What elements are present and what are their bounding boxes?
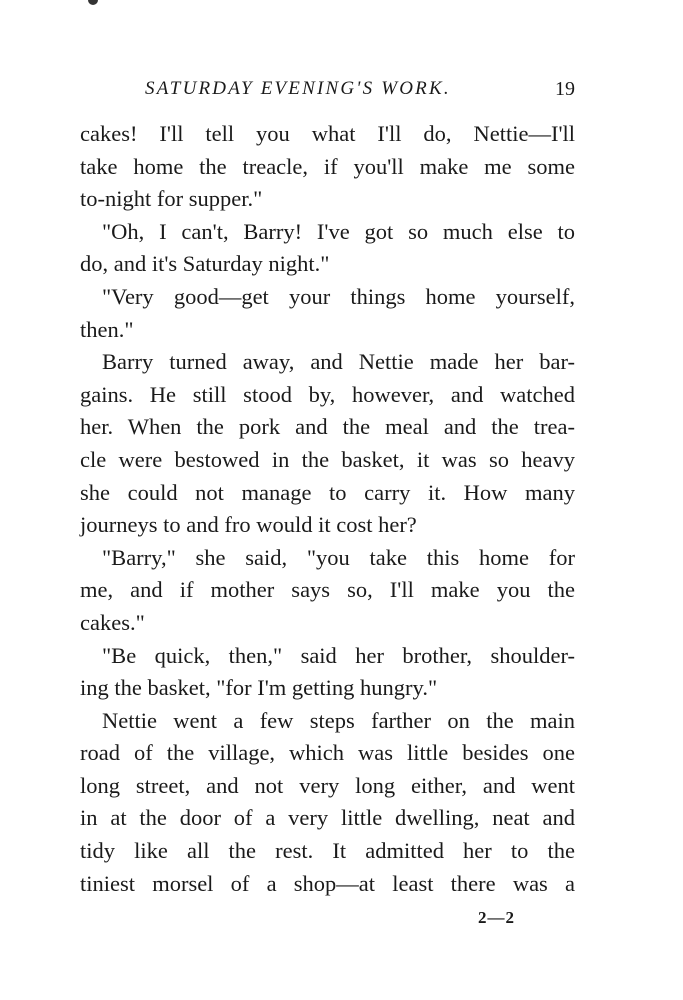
text-line: tiniest morsel of a shop—at least there was a [80, 870, 575, 896]
text-line: her. When the pork and the meal and the trea- [80, 414, 575, 440]
signature-mark: 2—2 [478, 908, 515, 927]
page-header [145, 78, 575, 108]
text-line: cakes! I'll tell you what I'll do, Nettie—I'll [80, 121, 575, 146]
text-line: "Very good—get your things home yourself, [102, 283, 575, 309]
text-line: me, and if mother says so, I'll make you the [80, 577, 575, 603]
text-line: take home the treacle, if you'll make me some [80, 153, 575, 179]
text-line: road of the village, which was little besides one [80, 740, 575, 766]
text-line: do, and it's Saturday night." [80, 251, 330, 277]
text-line: tidy like all the rest. It admitted her to the [80, 838, 575, 864]
text-line: cle were bestowed in the basket, it was so heavy [80, 446, 575, 472]
text-line: journeys to and fro would it cost her? [80, 512, 417, 538]
running-title: SATURDAY EVENING'S WORK. [145, 78, 451, 99]
page-number: 19 [555, 78, 575, 100]
text-line: "Be quick, then," said her brother, shoulder- [102, 642, 575, 668]
text-line: long street, and not very long either, and went [80, 772, 575, 798]
text-line: "Barry," she said, "you take this home for [102, 544, 575, 570]
body-text [80, 118, 575, 900]
text-line: gains. He still stood by, however, and watched [80, 381, 575, 407]
text-line: Barry turned away, and Nettie made her bar- [102, 349, 575, 375]
text-line: Nettie went a few steps farther on the main [102, 707, 575, 733]
text-line: then." [80, 316, 134, 342]
text-line: cakes." [80, 609, 145, 635]
text-line: in at the door of a very little dwelling, neat and [80, 805, 575, 831]
text-line: she could not manage to carry it. How many [80, 479, 575, 505]
print-mark [88, 0, 98, 5]
text-line: "Oh, I can't, Barry! I've got so much else to [102, 218, 575, 244]
text-line: ing the basket, "for I'm getting hungry." [80, 675, 438, 701]
text-line: to-night for supper." [80, 186, 263, 212]
